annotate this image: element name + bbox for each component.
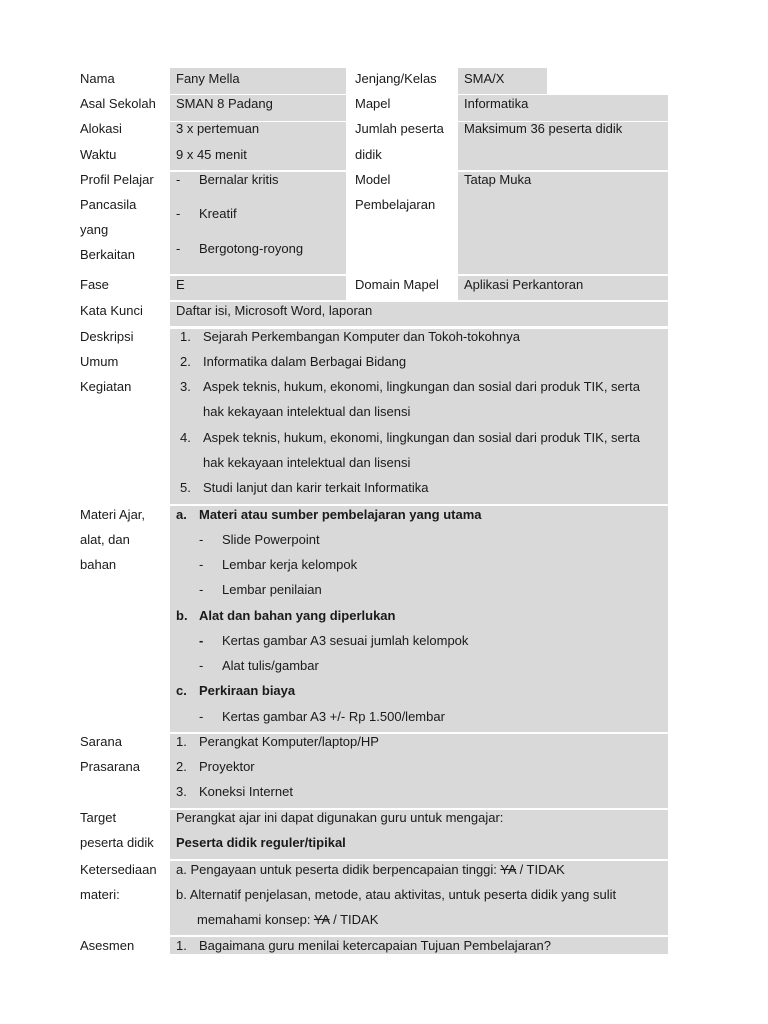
ketersediaan-b-text: memahami konsep: bbox=[197, 912, 314, 927]
deskripsi-item: Aspek teknis, hukum, ekonomi, lingkungan dan sosial dari produk TIK, serta bbox=[203, 379, 640, 394]
label-deskripsi-3: Kegiatan bbox=[80, 379, 132, 394]
label-profil-4: Berkaitan bbox=[80, 247, 135, 262]
bullet-dash: - bbox=[176, 241, 181, 256]
bullet-dash: - bbox=[199, 557, 204, 572]
bullet-dash: - bbox=[176, 206, 181, 221]
label-model: Model bbox=[355, 172, 391, 187]
bullet-dash: - bbox=[199, 582, 204, 597]
label-materi-ketersediaan: materi: bbox=[80, 887, 120, 902]
value-fase: E bbox=[176, 277, 185, 292]
value-alokasi-2: 9 x 45 menit bbox=[176, 147, 247, 162]
label-waktu: Waktu bbox=[80, 147, 117, 162]
cell-deskripsi bbox=[170, 329, 668, 504]
list-number: 1. bbox=[176, 734, 187, 749]
section-mark: b. bbox=[176, 608, 188, 623]
deskripsi-item-cont: hak kekayaan intelektual dan lisensi bbox=[203, 404, 411, 419]
asesmen-item: Bagaimana guru menilai ketercapaian Tujuan Pembelajaran? bbox=[199, 938, 551, 953]
deskripsi-item: Aspek teknis, hukum, ekonomi, lingkungan dan sosial dari produk TIK, serta bbox=[203, 430, 640, 445]
bullet-dash: - bbox=[199, 532, 204, 547]
ya-option: YA bbox=[313, 912, 330, 927]
label-prasarana: Prasarana bbox=[80, 759, 140, 774]
ya-option: YA bbox=[500, 862, 516, 877]
list-number: 3. bbox=[176, 784, 187, 799]
cell-asesmen bbox=[170, 937, 668, 954]
materi-item: Lembar kerja kelompok bbox=[222, 557, 358, 572]
bullet-dash: - bbox=[199, 633, 204, 648]
target-text: Perangkat ajar ini dapat digunakan guru untuk mengajar: bbox=[176, 810, 504, 825]
value-kata-kunci: Daftar isi, Microsoft Word, laporan bbox=[176, 303, 373, 318]
value-alokasi-1: 3 x pertemuan bbox=[176, 121, 260, 136]
value-asal-sekolah: SMAN 8 Padang bbox=[176, 96, 273, 111]
bullet-dash: - bbox=[176, 172, 181, 187]
materi-item: Kertas gambar A3 +/- Rp 1.500/lembar bbox=[222, 709, 445, 724]
label-jumlah-peserta: Jumlah peserta bbox=[355, 121, 444, 136]
ketersediaan-a-text: a. Pengayaan untuk peserta didik berpencapaian tinggi: bbox=[176, 862, 501, 877]
target-group: Peserta didik reguler/tipikal bbox=[176, 835, 346, 850]
deskripsi-item: Informatika dalam Berbagai Bidang bbox=[203, 354, 407, 369]
label-asesmen: Asesmen bbox=[80, 938, 135, 953]
section-title: Perkiraan biaya bbox=[199, 683, 296, 698]
label-peserta-didik: peserta didik bbox=[80, 835, 154, 850]
value-domain: Aplikasi Perkantoran bbox=[464, 277, 584, 292]
cell-fase bbox=[170, 276, 346, 300]
deskripsi-item: Studi lanjut dan karir terkait Informatika bbox=[203, 480, 429, 495]
cell-jumlah-peserta bbox=[458, 122, 668, 170]
label-materi-2: alat, dan bbox=[80, 532, 130, 547]
deskripsi-item: Sejarah Perkembangan Komputer dan Tokoh-tokohnya bbox=[203, 329, 521, 344]
ketersediaan-b: b. Alternatif penjelasan, metode, atau aktivitas, untuk peserta didik yang sulit bbox=[176, 887, 617, 902]
section-mark: c. bbox=[176, 683, 187, 698]
label-pembelajaran: Pembelajaran bbox=[355, 197, 436, 212]
deskripsi-item-cont: hak kekayaan intelektual dan lisensi bbox=[203, 455, 411, 470]
label-didik: didik bbox=[355, 147, 382, 162]
label-deskripsi-2: Umum bbox=[80, 354, 119, 369]
sarana-item: Koneksi Internet bbox=[199, 784, 293, 799]
label-mapel: Mapel bbox=[355, 96, 391, 111]
label-target: Target bbox=[80, 810, 117, 825]
materi-item: Slide Powerpoint bbox=[222, 532, 320, 547]
sarana-item: Perangkat Komputer/laptop/HP bbox=[199, 734, 379, 749]
materi-item: Lembar penilaian bbox=[222, 582, 322, 597]
list-number: 2. bbox=[176, 759, 187, 774]
label-materi-1: Materi Ajar, bbox=[80, 507, 146, 522]
bullet-dash: - bbox=[199, 709, 204, 724]
value-model: Tatap Muka bbox=[464, 172, 532, 187]
label-jenjang: Jenjang/Kelas bbox=[355, 71, 437, 86]
label-asal-sekolah: Asal Sekolah bbox=[80, 96, 156, 111]
label-alokasi: Alokasi bbox=[80, 121, 122, 136]
materi-item: Alat tulis/gambar bbox=[222, 658, 319, 673]
cell-profil bbox=[170, 172, 346, 274]
ketersediaan-a bbox=[176, 857, 565, 882]
ketersediaan-b-cont bbox=[197, 907, 378, 932]
value-jumlah-peserta: Maksimum 36 peserta didik bbox=[464, 121, 623, 136]
bullet-dash: - bbox=[199, 658, 204, 673]
label-materi-3: bahan bbox=[80, 557, 117, 572]
profil-item: Bernalar kritis bbox=[199, 172, 279, 187]
cell-materi bbox=[170, 506, 668, 732]
list-number: 1. bbox=[176, 938, 187, 953]
list-number: 4. bbox=[180, 430, 191, 445]
label-kata-kunci: Kata Kunci bbox=[80, 303, 143, 318]
list-number: 5. bbox=[180, 480, 191, 495]
label-sarana: Sarana bbox=[80, 734, 122, 749]
section-mark: a. bbox=[176, 507, 187, 522]
profil-item: Bergotong-royong bbox=[199, 241, 304, 256]
tidak-option: / TIDAK bbox=[515, 862, 565, 877]
list-number: 3. bbox=[180, 379, 191, 394]
label-nama: Nama bbox=[80, 71, 115, 86]
tidak-option: / TIDAK bbox=[329, 912, 379, 927]
profil-item: Kreatif bbox=[199, 206, 237, 221]
cell-alokasi bbox=[170, 122, 346, 170]
cell-domain bbox=[458, 276, 668, 300]
label-domain: Domain Mapel bbox=[355, 277, 439, 292]
cell-ketersediaan bbox=[170, 861, 668, 935]
label-profil-2: Pancasila bbox=[80, 197, 137, 212]
section-title: Alat dan bahan yang diperlukan bbox=[199, 608, 396, 623]
cell-kata-kunci bbox=[170, 302, 668, 326]
value-nama: Fany Mella bbox=[176, 71, 240, 86]
sarana-item: Proyektor bbox=[199, 759, 255, 774]
label-fase: Fase bbox=[80, 277, 109, 292]
cell-target bbox=[170, 810, 668, 859]
label-profil-3: yang bbox=[80, 222, 109, 237]
section-title: Materi atau sumber pembelajaran yang utama bbox=[199, 507, 482, 522]
cell-sarana bbox=[170, 734, 668, 808]
value-jenjang: SMA/X bbox=[464, 71, 505, 86]
label-deskripsi-1: Deskripsi bbox=[80, 329, 134, 344]
list-number: 2. bbox=[180, 354, 191, 369]
label-profil-1: Profil Pelajar bbox=[80, 172, 154, 187]
label-ketersediaan: Ketersediaan bbox=[80, 862, 157, 877]
list-number: 1. bbox=[180, 329, 191, 344]
value-mapel: Informatika bbox=[464, 96, 529, 111]
materi-item: Kertas gambar A3 sesuai jumlah kelompok bbox=[222, 633, 469, 648]
cell-model bbox=[458, 172, 668, 274]
